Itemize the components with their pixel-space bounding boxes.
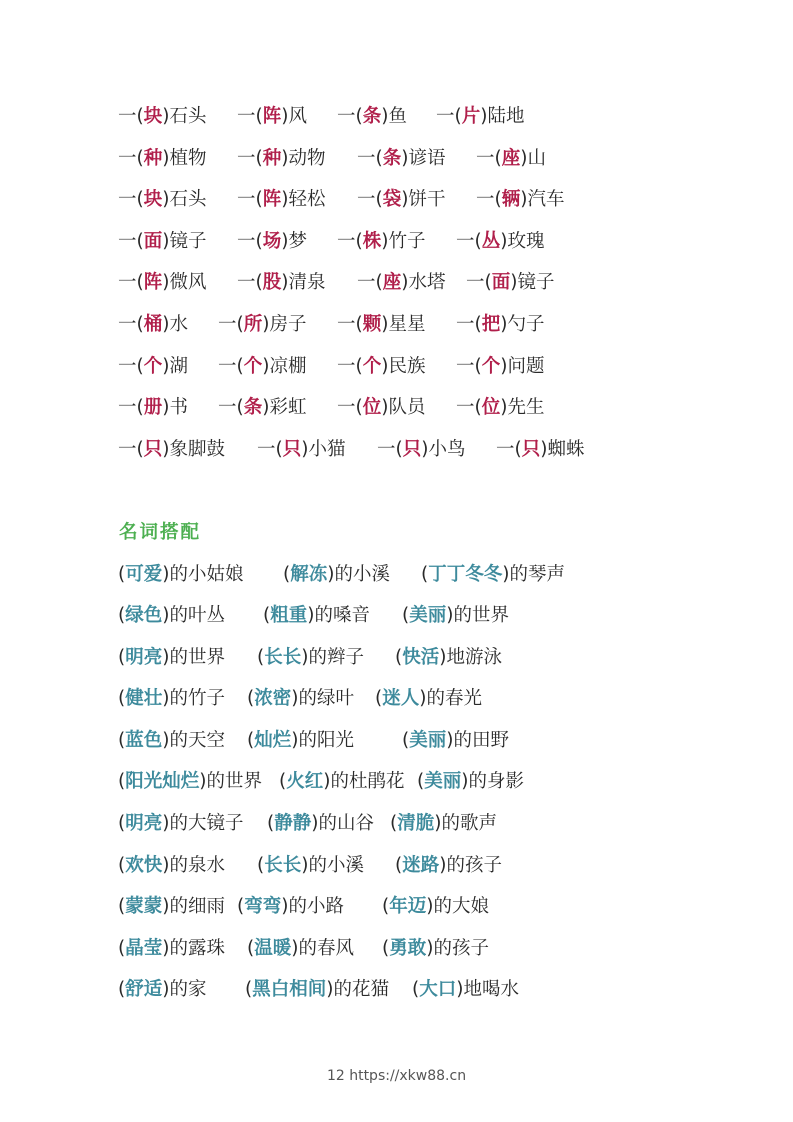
item-suffix: )镜子 xyxy=(162,231,207,252)
measure-word-item xyxy=(118,185,206,215)
noun-pair-item xyxy=(382,934,489,964)
item-answer: 阳光灿烂 xyxy=(125,771,200,792)
item-prefix: ( xyxy=(279,771,287,792)
item-prefix: ( xyxy=(395,647,403,668)
item-prefix: 一( xyxy=(456,356,482,377)
item-prefix: 一( xyxy=(456,231,482,252)
item-answer: 所 xyxy=(243,314,263,335)
item-prefix: ( xyxy=(283,564,291,585)
noun-pair-item xyxy=(118,684,225,714)
item-answer: 阵 xyxy=(262,106,282,127)
noun-pair-item xyxy=(118,851,225,881)
item-answer: 阵 xyxy=(143,272,163,293)
noun-pair-item xyxy=(247,684,354,714)
item-prefix: ( xyxy=(118,855,126,876)
noun-pair-item xyxy=(417,767,524,797)
item-suffix: )的花猫 xyxy=(326,979,389,1000)
item-answer: 迷人 xyxy=(382,688,420,709)
item-suffix: )的绿叶 xyxy=(291,688,354,709)
item-prefix: ( xyxy=(118,938,126,959)
measure-word-item xyxy=(337,352,425,382)
noun-pair-item xyxy=(267,809,374,839)
measure-word-item xyxy=(237,185,325,215)
item-prefix: 一( xyxy=(118,231,144,252)
measure-word-item xyxy=(466,268,554,298)
item-prefix: 一( xyxy=(337,314,363,335)
item-prefix: ( xyxy=(417,771,425,792)
item-suffix: )的田野 xyxy=(446,730,509,751)
item-suffix: )谚语 xyxy=(401,148,446,169)
item-suffix: )的小溪 xyxy=(327,564,390,585)
item-answer: 株 xyxy=(362,231,382,252)
item-suffix: )的大娘 xyxy=(426,896,489,917)
item-prefix: ( xyxy=(118,605,126,626)
noun-pair-item xyxy=(421,560,565,590)
item-suffix: )竹子 xyxy=(381,231,426,252)
item-prefix: ( xyxy=(237,896,245,917)
item-answer: 桶 xyxy=(143,314,163,335)
item-suffix: )的杜鹃花 xyxy=(323,771,405,792)
item-suffix: )梦 xyxy=(281,231,307,252)
item-suffix: )风 xyxy=(281,106,307,127)
noun-pair-item xyxy=(118,726,225,756)
item-prefix: 一( xyxy=(237,106,263,127)
item-prefix: 一( xyxy=(357,272,383,293)
item-answer: 只 xyxy=(143,439,163,460)
item-suffix: )的家 xyxy=(162,979,207,1000)
item-prefix: 一( xyxy=(118,189,144,210)
measure-word-item xyxy=(218,310,306,340)
item-prefix: 一( xyxy=(237,189,263,210)
item-suffix: )蜘蛛 xyxy=(540,439,585,460)
item-answer: 座 xyxy=(501,148,521,169)
item-suffix: )石头 xyxy=(162,106,207,127)
measure-word-item xyxy=(337,393,425,423)
noun-pair-item xyxy=(390,809,497,839)
noun-pair-item xyxy=(257,851,364,881)
item-answer: 条 xyxy=(382,148,402,169)
item-suffix: )勺子 xyxy=(500,314,545,335)
item-prefix: ( xyxy=(382,896,390,917)
noun-pair-item xyxy=(118,975,206,1005)
measure-word-item xyxy=(357,185,445,215)
item-answer: 舒适 xyxy=(125,979,163,1000)
measure-word-item xyxy=(337,102,407,132)
measure-word-item xyxy=(456,352,544,382)
item-prefix: ( xyxy=(247,688,255,709)
item-answer: 明亮 xyxy=(125,813,163,834)
measure-word-item xyxy=(218,393,306,423)
item-prefix: 一( xyxy=(357,148,383,169)
item-suffix: )民族 xyxy=(381,356,426,377)
item-answer: 条 xyxy=(243,397,263,418)
item-suffix: )的阳光 xyxy=(291,730,354,751)
item-answer: 美丽 xyxy=(424,771,462,792)
item-prefix: 一( xyxy=(357,189,383,210)
measure-word-item xyxy=(218,352,306,382)
noun-pair-item xyxy=(118,560,243,590)
item-answer: 欢快 xyxy=(125,855,163,876)
measure-word-item xyxy=(456,393,544,423)
item-prefix: 一( xyxy=(118,397,144,418)
noun-pair-item xyxy=(402,601,509,631)
item-suffix: )的歌声 xyxy=(434,813,497,834)
item-prefix: 一( xyxy=(337,106,363,127)
noun-pair-item xyxy=(247,726,354,756)
item-answer: 迷路 xyxy=(402,855,440,876)
noun-pair-item xyxy=(375,684,482,714)
measure-word-item xyxy=(237,227,307,257)
noun-pair-item xyxy=(395,643,502,673)
item-prefix: 一( xyxy=(218,397,244,418)
measure-word-item xyxy=(257,435,345,465)
item-answer: 片 xyxy=(461,106,481,127)
item-answer: 阵 xyxy=(262,189,282,210)
item-answer: 快活 xyxy=(402,647,440,668)
item-suffix: )的孩子 xyxy=(439,855,502,876)
item-suffix: )的小姑娘 xyxy=(162,564,244,585)
item-prefix: 一( xyxy=(337,356,363,377)
item-answer: 颗 xyxy=(362,314,382,335)
measure-word-item xyxy=(118,393,188,423)
item-suffix: )地游泳 xyxy=(439,647,502,668)
measure-word-item xyxy=(476,144,546,174)
item-prefix: ( xyxy=(118,647,126,668)
measure-word-item xyxy=(456,227,544,257)
item-prefix: 一( xyxy=(218,356,244,377)
measure-word-item xyxy=(377,435,465,465)
item-suffix: )水塔 xyxy=(401,272,446,293)
item-prefix: 一( xyxy=(118,148,144,169)
item-prefix: ( xyxy=(247,730,255,751)
item-suffix: )的大镜子 xyxy=(162,813,244,834)
item-suffix: )石头 xyxy=(162,189,207,210)
measure-word-item xyxy=(118,102,206,132)
noun-pair-item xyxy=(257,643,364,673)
item-answer: 温暖 xyxy=(254,938,292,959)
item-suffix: )问题 xyxy=(500,356,545,377)
item-answer: 美丽 xyxy=(409,730,447,751)
item-suffix: )小猫 xyxy=(301,439,346,460)
item-answer: 美丽 xyxy=(409,605,447,626)
item-suffix: )的露珠 xyxy=(162,938,225,959)
item-prefix: ( xyxy=(257,647,265,668)
item-prefix: ( xyxy=(118,813,126,834)
item-answer: 可爱 xyxy=(125,564,163,585)
item-prefix: 一( xyxy=(257,439,283,460)
item-suffix: )清泉 xyxy=(281,272,326,293)
item-prefix: ( xyxy=(257,855,265,876)
page-footer: 12 https://xkw88.cn xyxy=(326,1068,467,1084)
item-answer: 年迈 xyxy=(389,896,427,917)
item-answer: 勇敢 xyxy=(389,938,427,959)
item-suffix: )的小溪 xyxy=(301,855,364,876)
item-answer: 长长 xyxy=(264,855,302,876)
measure-word-item xyxy=(237,102,307,132)
item-answer: 晶莹 xyxy=(125,938,163,959)
measure-word-item xyxy=(496,435,584,465)
item-suffix: )的辫子 xyxy=(301,647,364,668)
noun-pair-item xyxy=(245,975,389,1005)
measure-word-item xyxy=(118,144,206,174)
item-prefix: ( xyxy=(395,855,403,876)
item-answer: 场 xyxy=(262,231,282,252)
item-prefix: 一( xyxy=(237,231,263,252)
item-suffix: )的泉水 xyxy=(162,855,225,876)
measure-word-item xyxy=(436,102,524,132)
item-answer: 浓密 xyxy=(254,688,292,709)
item-answer: 辆 xyxy=(501,189,521,210)
noun-pair-item xyxy=(263,601,370,631)
item-suffix: )的叶丛 xyxy=(162,605,225,626)
item-prefix: 一( xyxy=(237,148,263,169)
item-answer: 只 xyxy=(402,439,422,460)
measure-word-item xyxy=(118,352,188,382)
item-prefix: 一( xyxy=(118,439,144,460)
measure-word-item xyxy=(476,185,564,215)
item-prefix: 一( xyxy=(496,439,522,460)
item-prefix: 一( xyxy=(337,397,363,418)
item-answer: 静静 xyxy=(274,813,312,834)
item-prefix: 一( xyxy=(456,397,482,418)
item-suffix: )的世界 xyxy=(446,605,509,626)
item-prefix: ( xyxy=(245,979,253,1000)
noun-pair-item xyxy=(118,809,243,839)
item-prefix: 一( xyxy=(118,106,144,127)
item-prefix: ( xyxy=(118,730,126,751)
item-answer: 火红 xyxy=(286,771,324,792)
item-prefix: 一( xyxy=(377,439,403,460)
item-prefix: ( xyxy=(247,938,255,959)
item-suffix: )小鸟 xyxy=(421,439,466,460)
measure-word-item xyxy=(237,144,325,174)
item-prefix: ( xyxy=(263,605,271,626)
measure-word-item xyxy=(357,144,445,174)
noun-pair-item xyxy=(118,892,225,922)
item-prefix: ( xyxy=(390,813,398,834)
item-answer: 把 xyxy=(481,314,501,335)
measure-word-item xyxy=(118,435,225,465)
item-prefix: 一( xyxy=(118,272,144,293)
item-prefix: ( xyxy=(118,688,126,709)
item-answer: 位 xyxy=(362,397,382,418)
item-suffix: )的世界 xyxy=(199,771,262,792)
item-suffix: )湖 xyxy=(162,356,188,377)
item-prefix: ( xyxy=(412,979,420,1000)
item-suffix: )的春光 xyxy=(419,688,482,709)
item-prefix: ( xyxy=(267,813,275,834)
noun-pair-item xyxy=(395,851,502,881)
item-suffix: )玫瑰 xyxy=(500,231,545,252)
item-answer: 座 xyxy=(382,272,402,293)
measure-word-item xyxy=(337,310,425,340)
item-answer: 个 xyxy=(362,356,382,377)
measure-word-item xyxy=(237,268,325,298)
item-suffix: )水 xyxy=(162,314,188,335)
item-suffix: )汽车 xyxy=(520,189,565,210)
item-answer: 丁丁冬冬 xyxy=(428,564,503,585)
item-prefix: 一( xyxy=(118,314,144,335)
measure-word-item xyxy=(118,268,206,298)
noun-pair-item xyxy=(402,726,509,756)
item-answer: 块 xyxy=(143,106,163,127)
item-prefix: ( xyxy=(402,730,410,751)
item-answer: 股 xyxy=(262,272,282,293)
item-answer: 绿色 xyxy=(125,605,163,626)
section-title: 名词搭配 xyxy=(119,522,202,543)
item-answer: 只 xyxy=(282,439,302,460)
item-suffix: )凉棚 xyxy=(262,356,307,377)
noun-pair-item xyxy=(118,643,225,673)
item-suffix: )鱼 xyxy=(381,106,407,127)
item-answer: 丛 xyxy=(481,231,501,252)
item-prefix: ( xyxy=(118,564,126,585)
noun-pair-item xyxy=(118,767,262,797)
item-prefix: 一( xyxy=(476,148,502,169)
item-prefix: ( xyxy=(375,688,383,709)
item-answer: 块 xyxy=(143,189,163,210)
measure-word-item xyxy=(337,227,425,257)
item-suffix: )的孩子 xyxy=(426,938,489,959)
item-prefix: 一( xyxy=(476,189,502,210)
item-prefix: 一( xyxy=(456,314,482,335)
item-prefix: ( xyxy=(118,896,126,917)
item-suffix: )植物 xyxy=(162,148,207,169)
item-suffix: )队员 xyxy=(381,397,426,418)
item-answer: 弯弯 xyxy=(244,896,282,917)
item-answer: 只 xyxy=(521,439,541,460)
noun-pair-item xyxy=(237,892,344,922)
item-suffix: )房子 xyxy=(262,314,307,335)
noun-pair-item xyxy=(412,975,519,1005)
item-answer: 大口 xyxy=(419,979,457,1000)
item-suffix: )的山谷 xyxy=(311,813,374,834)
item-suffix: )微风 xyxy=(162,272,207,293)
measure-word-item xyxy=(118,227,206,257)
item-prefix: 一( xyxy=(237,272,263,293)
item-prefix: 一( xyxy=(436,106,462,127)
item-prefix: ( xyxy=(402,605,410,626)
item-answer: 粗重 xyxy=(270,605,308,626)
item-suffix: )山 xyxy=(520,148,546,169)
item-answer: 种 xyxy=(143,148,163,169)
item-answer: 种 xyxy=(262,148,282,169)
item-suffix: )象脚鼓 xyxy=(162,439,225,460)
item-suffix: )的世界 xyxy=(162,647,225,668)
item-answer: 清脆 xyxy=(397,813,435,834)
item-prefix: 一( xyxy=(337,231,363,252)
measure-word-item xyxy=(357,268,445,298)
item-answer: 蒙蒙 xyxy=(125,896,163,917)
item-suffix: )的春风 xyxy=(291,938,354,959)
noun-pair-item xyxy=(118,934,225,964)
item-answer: 册 xyxy=(143,397,163,418)
item-answer: 解冻 xyxy=(290,564,328,585)
item-suffix: )书 xyxy=(162,397,188,418)
item-suffix: )先生 xyxy=(500,397,545,418)
item-answer: 位 xyxy=(481,397,501,418)
item-answer: 个 xyxy=(143,356,163,377)
item-answer: 长长 xyxy=(264,647,302,668)
item-suffix: )的身影 xyxy=(461,771,524,792)
item-answer: 袋 xyxy=(382,189,402,210)
item-suffix: )星星 xyxy=(381,314,426,335)
item-answer: 健壮 xyxy=(125,688,163,709)
item-answer: 黑白相间 xyxy=(252,979,327,1000)
item-suffix: )饼干 xyxy=(401,189,446,210)
item-suffix: )的琴声 xyxy=(502,564,565,585)
item-suffix: )轻松 xyxy=(281,189,326,210)
item-answer: 面 xyxy=(143,231,163,252)
item-prefix: ( xyxy=(421,564,429,585)
item-answer: 蓝色 xyxy=(125,730,163,751)
item-answer: 面 xyxy=(491,272,511,293)
item-suffix: )彩虹 xyxy=(262,397,307,418)
noun-pair-item xyxy=(283,560,390,590)
item-answer: 个 xyxy=(481,356,501,377)
item-prefix: ( xyxy=(382,938,390,959)
measure-word-item xyxy=(118,310,188,340)
item-suffix: )的天空 xyxy=(162,730,225,751)
item-suffix: )动物 xyxy=(281,148,326,169)
noun-pair-item xyxy=(118,601,225,631)
item-prefix: 一( xyxy=(118,356,144,377)
item-prefix: ( xyxy=(118,979,126,1000)
item-prefix: 一( xyxy=(218,314,244,335)
item-suffix: )镜子 xyxy=(510,272,555,293)
noun-pair-item xyxy=(247,934,354,964)
item-suffix: )的细雨 xyxy=(162,896,225,917)
item-answer: 灿烂 xyxy=(254,730,292,751)
item-suffix: )的嗓音 xyxy=(307,605,370,626)
item-answer: 明亮 xyxy=(125,647,163,668)
item-suffix: )地喝水 xyxy=(456,979,519,1000)
measure-word-item xyxy=(456,310,544,340)
item-prefix: ( xyxy=(118,771,126,792)
item-answer: 条 xyxy=(362,106,382,127)
item-suffix: )陆地 xyxy=(480,106,525,127)
item-suffix: )的小路 xyxy=(281,896,344,917)
item-answer: 个 xyxy=(243,356,263,377)
noun-pair-item xyxy=(382,892,489,922)
item-suffix: )的竹子 xyxy=(162,688,225,709)
item-prefix: 一( xyxy=(466,272,492,293)
noun-pair-item xyxy=(279,767,404,797)
